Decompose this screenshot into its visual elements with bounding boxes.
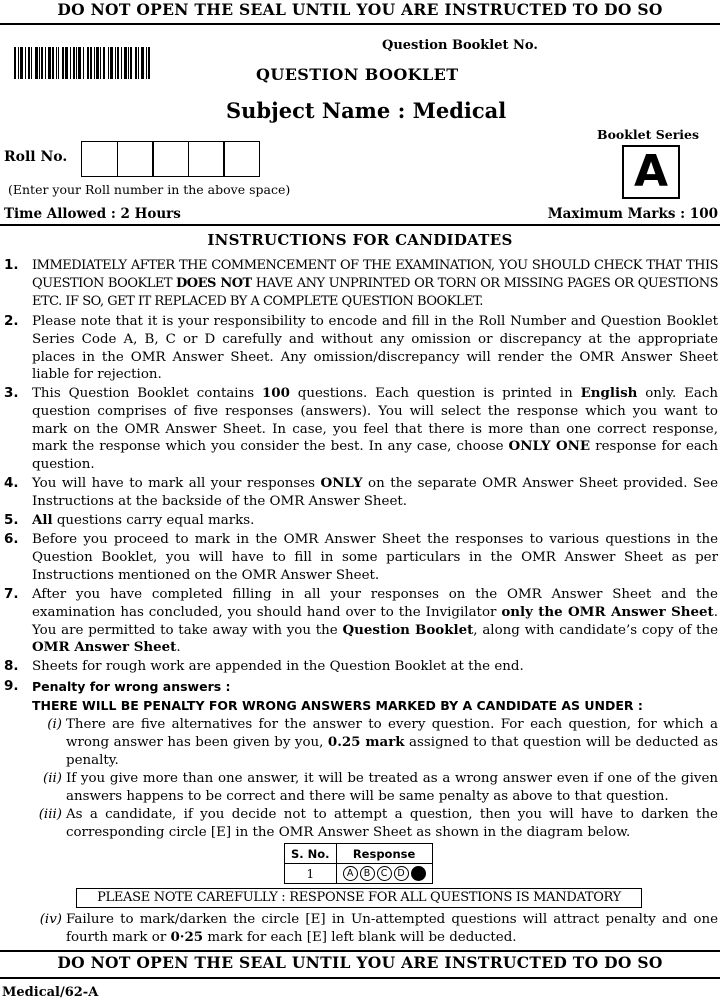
item-number: 8. — [4, 658, 19, 674]
item-number: 6. — [4, 531, 19, 547]
instruction-item-8 — [0, 658, 718, 676]
penalty-text: There are five alternatives for the answer to every question. For each question, for which a wrong answer has been given by you, — [66, 717, 718, 750]
penalty-item-4 — [0, 911, 718, 947]
penalty-text: If you give more than one answer, it will be treated as a wrong answer even if one of the given answers happens to be correct and there will be same penalty as above to that question. — [66, 771, 718, 804]
subject-name: Subject Name : Medical — [226, 98, 507, 123]
roll-number-hint: (Enter your Roll number in the above space) — [8, 182, 291, 197]
roll-digit-box[interactable] — [117, 141, 154, 177]
instruction-item-2 — [0, 313, 718, 384]
item-number: 3. — [4, 385, 19, 401]
option-bubble-c: C — [377, 866, 392, 881]
item-text: . — [176, 640, 181, 656]
penalty-heading: THERE WILL BE PENALTY FOR WRONG ANSWERS MARKED BY A CANDIDATE AS UNDER : — [32, 698, 643, 713]
option-bubble-d: D — [394, 866, 409, 881]
item-number: 9. — [4, 678, 19, 694]
item-number: 4. — [4, 475, 19, 491]
bottom-rule-top — [0, 950, 720, 952]
option-bubble-b: B — [360, 866, 375, 881]
roman-numeral: (iv) — [39, 912, 62, 927]
option-bubble-e-filled — [411, 866, 426, 881]
bottom-seal-banner: DO NOT OPEN THE SEAL UNTIL YOU ARE INSTRUCTED TO DO SO — [57, 953, 663, 972]
item-text: , along with candidate’s copy of the — [473, 622, 719, 638]
item-text: questions. Each question is printed in — [289, 386, 581, 401]
instruction-item-7 — [0, 586, 718, 657]
maximum-marks: Maximum Marks : 100 — [547, 206, 718, 222]
penalty-item-2 — [0, 770, 718, 806]
roll-digit-box[interactable] — [223, 141, 260, 177]
roll-digit-box[interactable] — [188, 141, 225, 177]
booklet-title: QUESTION BOOKLET — [256, 65, 459, 84]
instructions-heading: INSTRUCTIONS FOR CANDIDATES — [207, 231, 513, 249]
penalty-title: Penalty for wrong answers : — [32, 679, 231, 694]
top-rule — [0, 23, 720, 25]
item-number: 5. — [4, 512, 19, 528]
penalty-item-3 — [0, 806, 718, 842]
instruction-item-9 — [0, 678, 718, 697]
mandatory-response-notice: PLEASE NOTE CAREFULLY : RESPONSE FOR ALL QUESTIONS IS MANDATORY — [76, 888, 642, 908]
item-text: on the separate OMR Answer Sheet provided. See Instructions at the backside of the OMR Answer Sheet. — [32, 476, 718, 509]
item-text: You will have to mark all your responses — [32, 476, 321, 491]
item-emphasis: ONLY — [320, 475, 363, 491]
penalty-text: assigned to that question will be deducted as penalty. — [66, 734, 718, 768]
item-text: HAVE ANY UNPRINTED OR TORN OR MISSING PAGES OR QUESTIONS ETC. IF SO, GET IT REPLACED BY A COMPLETE QUESTION BOOKLET. — [32, 275, 718, 309]
response-diagram-table — [284, 843, 433, 884]
penalty-item-1 — [0, 716, 718, 769]
item-number: 1. — [4, 257, 19, 273]
booklet-code: Medical/62-A — [2, 985, 99, 1000]
instruction-item-6 — [0, 531, 718, 584]
instruction-item-5 — [0, 512, 718, 530]
penalty-emphasis: 0.25 mark — [327, 733, 405, 750]
header-rule — [0, 224, 720, 226]
option-bubble-a: A — [343, 866, 358, 881]
instruction-item-3 — [0, 385, 718, 474]
bottom-rule — [0, 977, 720, 979]
item-emphasis: ONLY ONE — [508, 438, 591, 455]
booklet-series-label: Booklet Series — [597, 127, 700, 142]
instruction-item-4 — [0, 475, 718, 511]
item-text: This Question Booklet contains — [32, 386, 262, 401]
item-emphasis: only the OMR Answer Sheet — [501, 603, 714, 620]
item-emphasis: DOES NOT — [176, 275, 252, 291]
booklet-series-box: A — [622, 145, 680, 199]
item-text: After you have completed filling in all your responses on the OMR Answer Sheet and the examination has concluded, you should hand over to the Invigilator — [32, 587, 718, 620]
roman-numeral: (i) — [47, 717, 62, 732]
booklet-number-label: Question Booklet No. — [382, 38, 538, 53]
item-number: 2. — [4, 313, 19, 329]
item-emphasis: Question Booklet — [342, 621, 474, 638]
item-emphasis: 100 — [261, 385, 290, 401]
roman-numeral: (ii) — [42, 771, 62, 786]
top-seal-banner: DO NOT OPEN THE SEAL UNTIL YOU ARE INSTRUCTED TO DO SO — [57, 0, 663, 19]
item-text: response for each question. — [32, 439, 718, 473]
roll-digit-box[interactable] — [81, 141, 118, 177]
column-header-response: Response — [336, 844, 432, 864]
barcode-image — [14, 47, 202, 79]
item-text: . You are permitted to take away with you the — [32, 604, 718, 638]
item-text: IMMEDIATELY AFTER THE COMMENCEMENT OF THE EXAMINATION, YOU SHOULD CHECK THAT THIS QUESTION BOOKLET — [32, 258, 718, 291]
roll-digit-box[interactable] — [152, 141, 189, 177]
item-text: only. Each question comprises of five responses (answers). You will select the response which you want to mark on the OMR Answer Sheet. In case, you feel that there is more than one correct response, mark the response which you consider the best. In any case, choose — [32, 386, 719, 455]
item-emphasis: OMR Answer Sheet — [32, 639, 177, 656]
item-emphasis: All — [32, 512, 53, 528]
penalty-text: As a candidate, if you decide not to attempt a question, then you will have to darken the corresponding circle [E] in the OMR Answer Sheet as shown in the diagram below. — [66, 807, 718, 840]
penalty-emphasis: 0·25 — [170, 928, 204, 945]
time-allowed: Time Allowed : 2 Hours — [4, 206, 181, 222]
item-text: Please note that it is your responsibility to encode and fill in the Roll Number and Question Booklet Series Code A, B, C or D carefully and without any omission or discrepancy at the appropriate places in the OMR Answer Sheet. Any omission/discrepancy will render the OMR Answer Sheet liable for rejection. — [32, 314, 718, 383]
column-header-sno: S. No. — [285, 844, 337, 864]
item-text: questions carry equal marks. — [52, 513, 255, 528]
item-text: Sheets for rough work are appended in the Question Booklet at the end. — [32, 659, 524, 674]
item-text: Before you proceed to mark in the OMR Answer Sheet the responses to various questions in the Question Booklet, you will have to fill in some particulars in the OMR Answer Sheet as per Instructions mentioned on the OMR Answer Sheet. — [32, 532, 718, 583]
row-sno: 1 — [285, 864, 337, 884]
roman-numeral: (iii) — [38, 807, 62, 822]
roll-number-boxes[interactable] — [81, 141, 259, 177]
item-number: 7. — [4, 586, 19, 602]
response-bubbles — [343, 866, 426, 881]
instruction-item-1 — [0, 257, 718, 310]
roll-number-label: Roll No. — [4, 149, 68, 165]
item-emphasis: English — [580, 385, 638, 401]
penalty-text: mark for each [E] left blank will be deducted. — [203, 929, 517, 945]
penalty-text: Failure to mark/darken the circle [E] in Un-attempted questions will attract penalty and one fourth mark or — [66, 912, 718, 945]
